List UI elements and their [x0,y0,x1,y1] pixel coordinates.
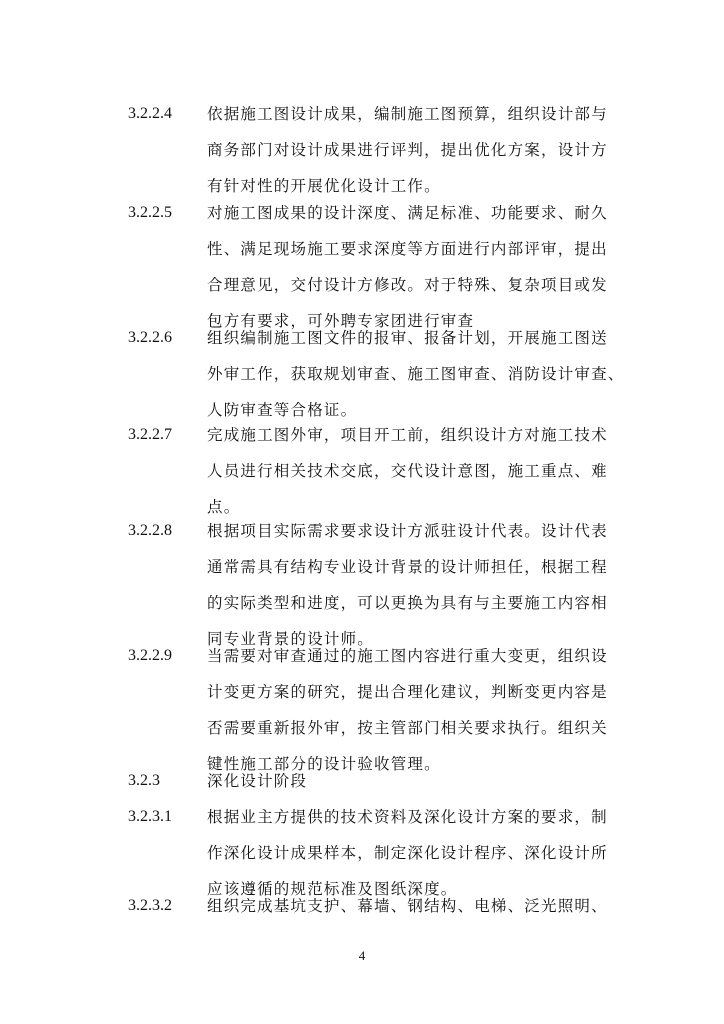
clause-text-line: 应该遵循的规范标准及图纸深度。 [207,880,458,898]
clause-number: 3.2.2.4 [128,105,172,122]
clause-text-line: 组织完成基坑支护、幕墙、钢结构、电梯、泛光照明、 [207,897,608,915]
clause-text-line: 点。 [207,498,241,516]
clause-text-line: 的实际类型和进度，可以更换为具有与主要施工内容相 [207,594,608,612]
clause-text-line: 人员进行相关技术交底，交代设计意图，施工重点、难 [207,462,608,480]
clause-text-line: 组织编制施工图文件的报审、报备计划，开展施工图送 [207,329,608,347]
clause-text-line: 对施工图成果的设计深度、满足标准、功能要求、耐久 [207,204,608,222]
clause-text-line: 商务部门对设计成果进行评判，提出优化方案，设计方 [207,141,608,159]
clause-text-line: 计变更方案的研究，提出合理化建议，判断变更内容是 [207,683,608,701]
clause-text-line: 作深化设计成果样本，制定深化设计程序、深化设计所 [207,844,608,862]
clause-text-line: 依据施工图设计成果，编制施工图预算，组织设计部与 [207,105,608,123]
clause-text-line: 当需要对审查通过的施工图内容进行重大变更，组织设 [207,647,608,665]
clause-text-line: 包方有要求，可外聘专家团进行审查 [207,312,475,330]
section-heading: 深化设计阶段 [207,772,308,790]
clause-text-line: 键性施工部分的设计验收管理。 [207,755,441,773]
clause-number: 3.2.3.1 [128,808,172,825]
section-number: 3.2.3 [128,772,160,789]
clause-number: 3.2.3.2 [128,897,172,914]
clause-text-line: 根据项目实际需求要求设计方派驻设计代表。设计代表 [207,522,608,540]
clause-number: 3.2.2.5 [128,204,172,221]
clause-text-line: 根据业主方提供的技术资料及深化设计方案的要求，制 [207,808,608,826]
clause-number: 3.2.2.9 [128,647,172,664]
clause-number: 3.2.2.8 [128,522,172,539]
clause-text-line: 否需要重新报外审，按主管部门相关要求执行。组织关 [207,719,608,737]
clause-text-line: 外审工作，获取规划审查、施工图审查、消防设计审查、 [207,365,625,383]
clause-number: 3.2.2.6 [128,329,172,346]
page-number: 4 [358,948,366,963]
clause-text-line: 同专业背景的设计师。 [207,630,375,648]
clause-number: 3.2.2.7 [128,426,172,443]
clause-text-line: 通常需具有结构专业设计背景的设计师担任，根据工程 [207,558,608,576]
clause-text-line: 有针对性的开展优化设计工作。 [207,177,441,195]
clause-text-line: 完成施工图外审，项目开工前，组织设计方对施工技术 [207,426,608,444]
clause-text-line: 人防审查等合格证。 [207,401,358,419]
clause-text-line: 合理意见，交付设计方修改。对于特殊、复杂项目或发 [207,276,608,294]
clause-text-line: 性、满足现场施工要求深度等方面进行内部评审，提出 [207,240,608,258]
